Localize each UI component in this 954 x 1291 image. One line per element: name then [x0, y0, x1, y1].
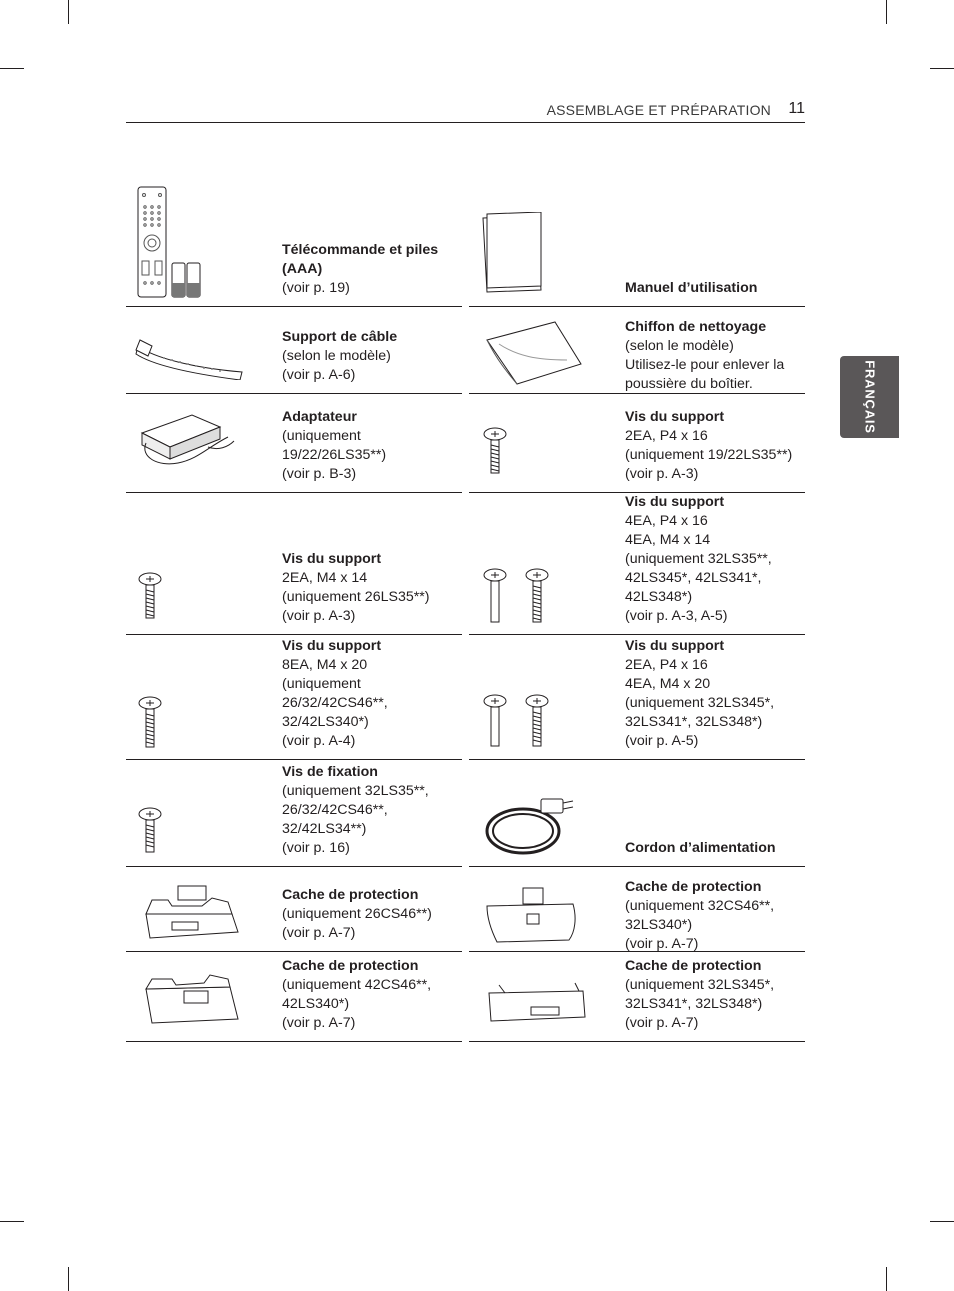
item-line: (voir p. A-7) — [625, 1015, 699, 1031]
crop-mark — [68, 0, 69, 24]
item-text — [282, 957, 462, 1033]
item-line: 4EA, M4 x 20 — [625, 676, 711, 692]
item-title: Vis de fixation — [282, 764, 378, 780]
item-remote — [126, 180, 462, 307]
item-cleaning-cloth — [469, 306, 805, 394]
item-line: (uniquement 26LS35**) — [282, 589, 430, 605]
item-title: Cache de protection — [282, 958, 419, 974]
item-line: 32LS341*, 32LS348*) — [625, 714, 763, 730]
item-protection-cover-4 — [469, 951, 805, 1042]
item-line: 2EA, P4 x 16 — [625, 657, 708, 673]
item-fixing-screw — [126, 759, 462, 867]
cable-holder-icon — [126, 306, 282, 393]
item-stand-screws-3 — [469, 492, 805, 635]
item-line: (voir p. A-7) — [282, 925, 356, 941]
crop-mark — [0, 1221, 24, 1222]
item-title: Manuel d’utilisation — [625, 280, 758, 296]
crop-mark — [930, 1221, 954, 1222]
item-line: (voir p. B-3) — [282, 466, 357, 482]
item-line: (voir p. A-3) — [625, 466, 699, 482]
item-line: (uniquement 19/22LS35**) — [625, 447, 793, 463]
item-text — [625, 637, 805, 751]
item-text — [625, 957, 805, 1033]
crop-mark — [886, 1267, 887, 1291]
item-line: 32/42LS340*) — [282, 714, 369, 730]
two-screws-icon — [469, 634, 625, 759]
item-line: (voir p. 19) — [282, 280, 350, 296]
item-stand-screws-2 — [126, 492, 462, 635]
language-tab[interactable] — [840, 356, 899, 438]
item-title: Vis du support — [625, 494, 725, 510]
item-line: (uniquement 26CS46**) — [282, 906, 432, 922]
item-line: 2EA, M4 x 14 — [282, 570, 368, 586]
item-protection-cover-1 — [126, 866, 462, 952]
item-line: 42LS348*) — [625, 589, 693, 605]
language-tab-label: FRANÇAIS — [862, 360, 877, 434]
item-adapter — [126, 393, 462, 493]
item-text — [282, 241, 462, 298]
item-line: (voir p. A-3) — [282, 608, 356, 624]
item-text — [625, 878, 805, 954]
screw-icon — [126, 759, 282, 866]
screw-icon — [126, 492, 282, 634]
item-stand-screws-5 — [469, 634, 805, 760]
item-text — [282, 886, 462, 943]
item-line: 19/22/26LS35**) — [282, 447, 387, 463]
item-title: Cordon d’alimentation — [625, 840, 776, 856]
item-line: 4EA, P4 x 16 — [625, 513, 708, 529]
item-text — [282, 763, 462, 858]
item-title: Vis du support — [625, 409, 725, 425]
item-title: Adaptateur — [282, 409, 357, 425]
item-text — [282, 408, 462, 484]
page-header — [126, 96, 805, 123]
item-title: Cache de protection — [625, 879, 762, 895]
item-text — [625, 839, 805, 858]
cleaning-cloth-icon — [469, 306, 625, 393]
item-text — [625, 493, 805, 626]
item-line: (voir p. A-4) — [282, 733, 356, 749]
item-line: Utilisez-le pour enlever la — [625, 357, 785, 373]
item-title: Vis du support — [282, 551, 382, 567]
item-line: (voir p. A-7) — [625, 936, 699, 952]
item-line: (uniquement 32LS345*, — [625, 695, 775, 711]
item-line: (uniquement — [282, 676, 361, 692]
item-title: Vis du support — [625, 638, 725, 654]
item-line: 32LS340*) — [625, 917, 693, 933]
item-protection-cover-2 — [469, 866, 805, 952]
item-title: Support de câble — [282, 329, 398, 345]
item-line: 2EA, P4 x 16 — [625, 428, 708, 444]
item-title: Chiffon de nettoyage — [625, 319, 767, 335]
item-line: (voir p. A-5) — [625, 733, 699, 749]
item-text — [282, 328, 462, 385]
item-stand-screws-1 — [469, 393, 805, 493]
item-line: (uniquement — [282, 428, 361, 444]
section-title: ASSEMBLAGE ET PRÉPARATION — [546, 102, 771, 118]
item-title: Vis du support — [282, 638, 382, 654]
item-line: (voir p. A-3, A-5) — [625, 608, 728, 624]
item-line: 32/42LS34**) — [282, 821, 367, 837]
item-line: (uniquement 32CS46**, — [625, 898, 775, 914]
item-line: (uniquement 32LS345*, — [625, 977, 775, 993]
item-line: 26/32/42CS46**, — [282, 802, 388, 818]
item-line: (selon le modèle) — [625, 338, 734, 354]
item-text — [282, 550, 462, 626]
item-line: 8EA, M4 x 20 — [282, 657, 368, 673]
page-number: 11 — [788, 100, 805, 117]
item-title: Cache de protection — [625, 958, 762, 974]
remote-batteries-icon — [126, 180, 282, 306]
item-stand-screws-4 — [126, 634, 462, 760]
item-line: 42LS345*, 42LS341*, — [625, 570, 762, 586]
item-line: poussière du boîtier. — [625, 376, 753, 392]
crop-mark — [886, 0, 887, 24]
item-line: 26/32/42CS46**, — [282, 695, 388, 711]
item-title: Télécommande et piles (AAA) — [282, 242, 439, 277]
item-line: 42LS340*) — [282, 996, 350, 1012]
item-text — [625, 318, 805, 394]
item-line: 4EA, M4 x 14 — [625, 532, 711, 548]
crop-mark — [0, 68, 24, 69]
screw-icon — [469, 393, 625, 492]
item-text — [625, 408, 805, 484]
item-line: (voir p. A-6) — [282, 367, 356, 383]
item-text — [625, 279, 805, 298]
item-line: (selon le modèle) — [282, 348, 391, 364]
item-line: (uniquement 32LS35**, — [282, 783, 429, 799]
item-line: (voir p. A-7) — [282, 1015, 356, 1031]
item-line: (voir p. 16) — [282, 840, 350, 856]
item-line: (uniquement 32LS35**, — [625, 551, 772, 567]
crop-mark — [68, 1267, 69, 1291]
screw-icon — [126, 634, 282, 759]
item-title: Cache de protection — [282, 887, 419, 903]
item-power-cord — [469, 759, 805, 867]
ac-adapter-icon — [126, 393, 282, 492]
item-cable-holder — [126, 306, 462, 394]
protection-cover-icon — [469, 951, 625, 1041]
protection-cover-icon — [126, 866, 282, 951]
crop-mark — [930, 68, 954, 69]
item-manual — [469, 180, 805, 307]
item-line: (uniquement 42CS46**, — [282, 977, 432, 993]
item-line: 32LS341*, 32LS348*) — [625, 996, 763, 1012]
item-text — [282, 637, 462, 751]
manual-icon — [469, 180, 625, 306]
protection-cover-icon — [126, 951, 282, 1041]
item-protection-cover-3 — [126, 951, 462, 1042]
protection-cover-icon — [469, 866, 625, 951]
two-screws-icon — [469, 492, 625, 634]
power-cord-icon — [469, 759, 625, 866]
